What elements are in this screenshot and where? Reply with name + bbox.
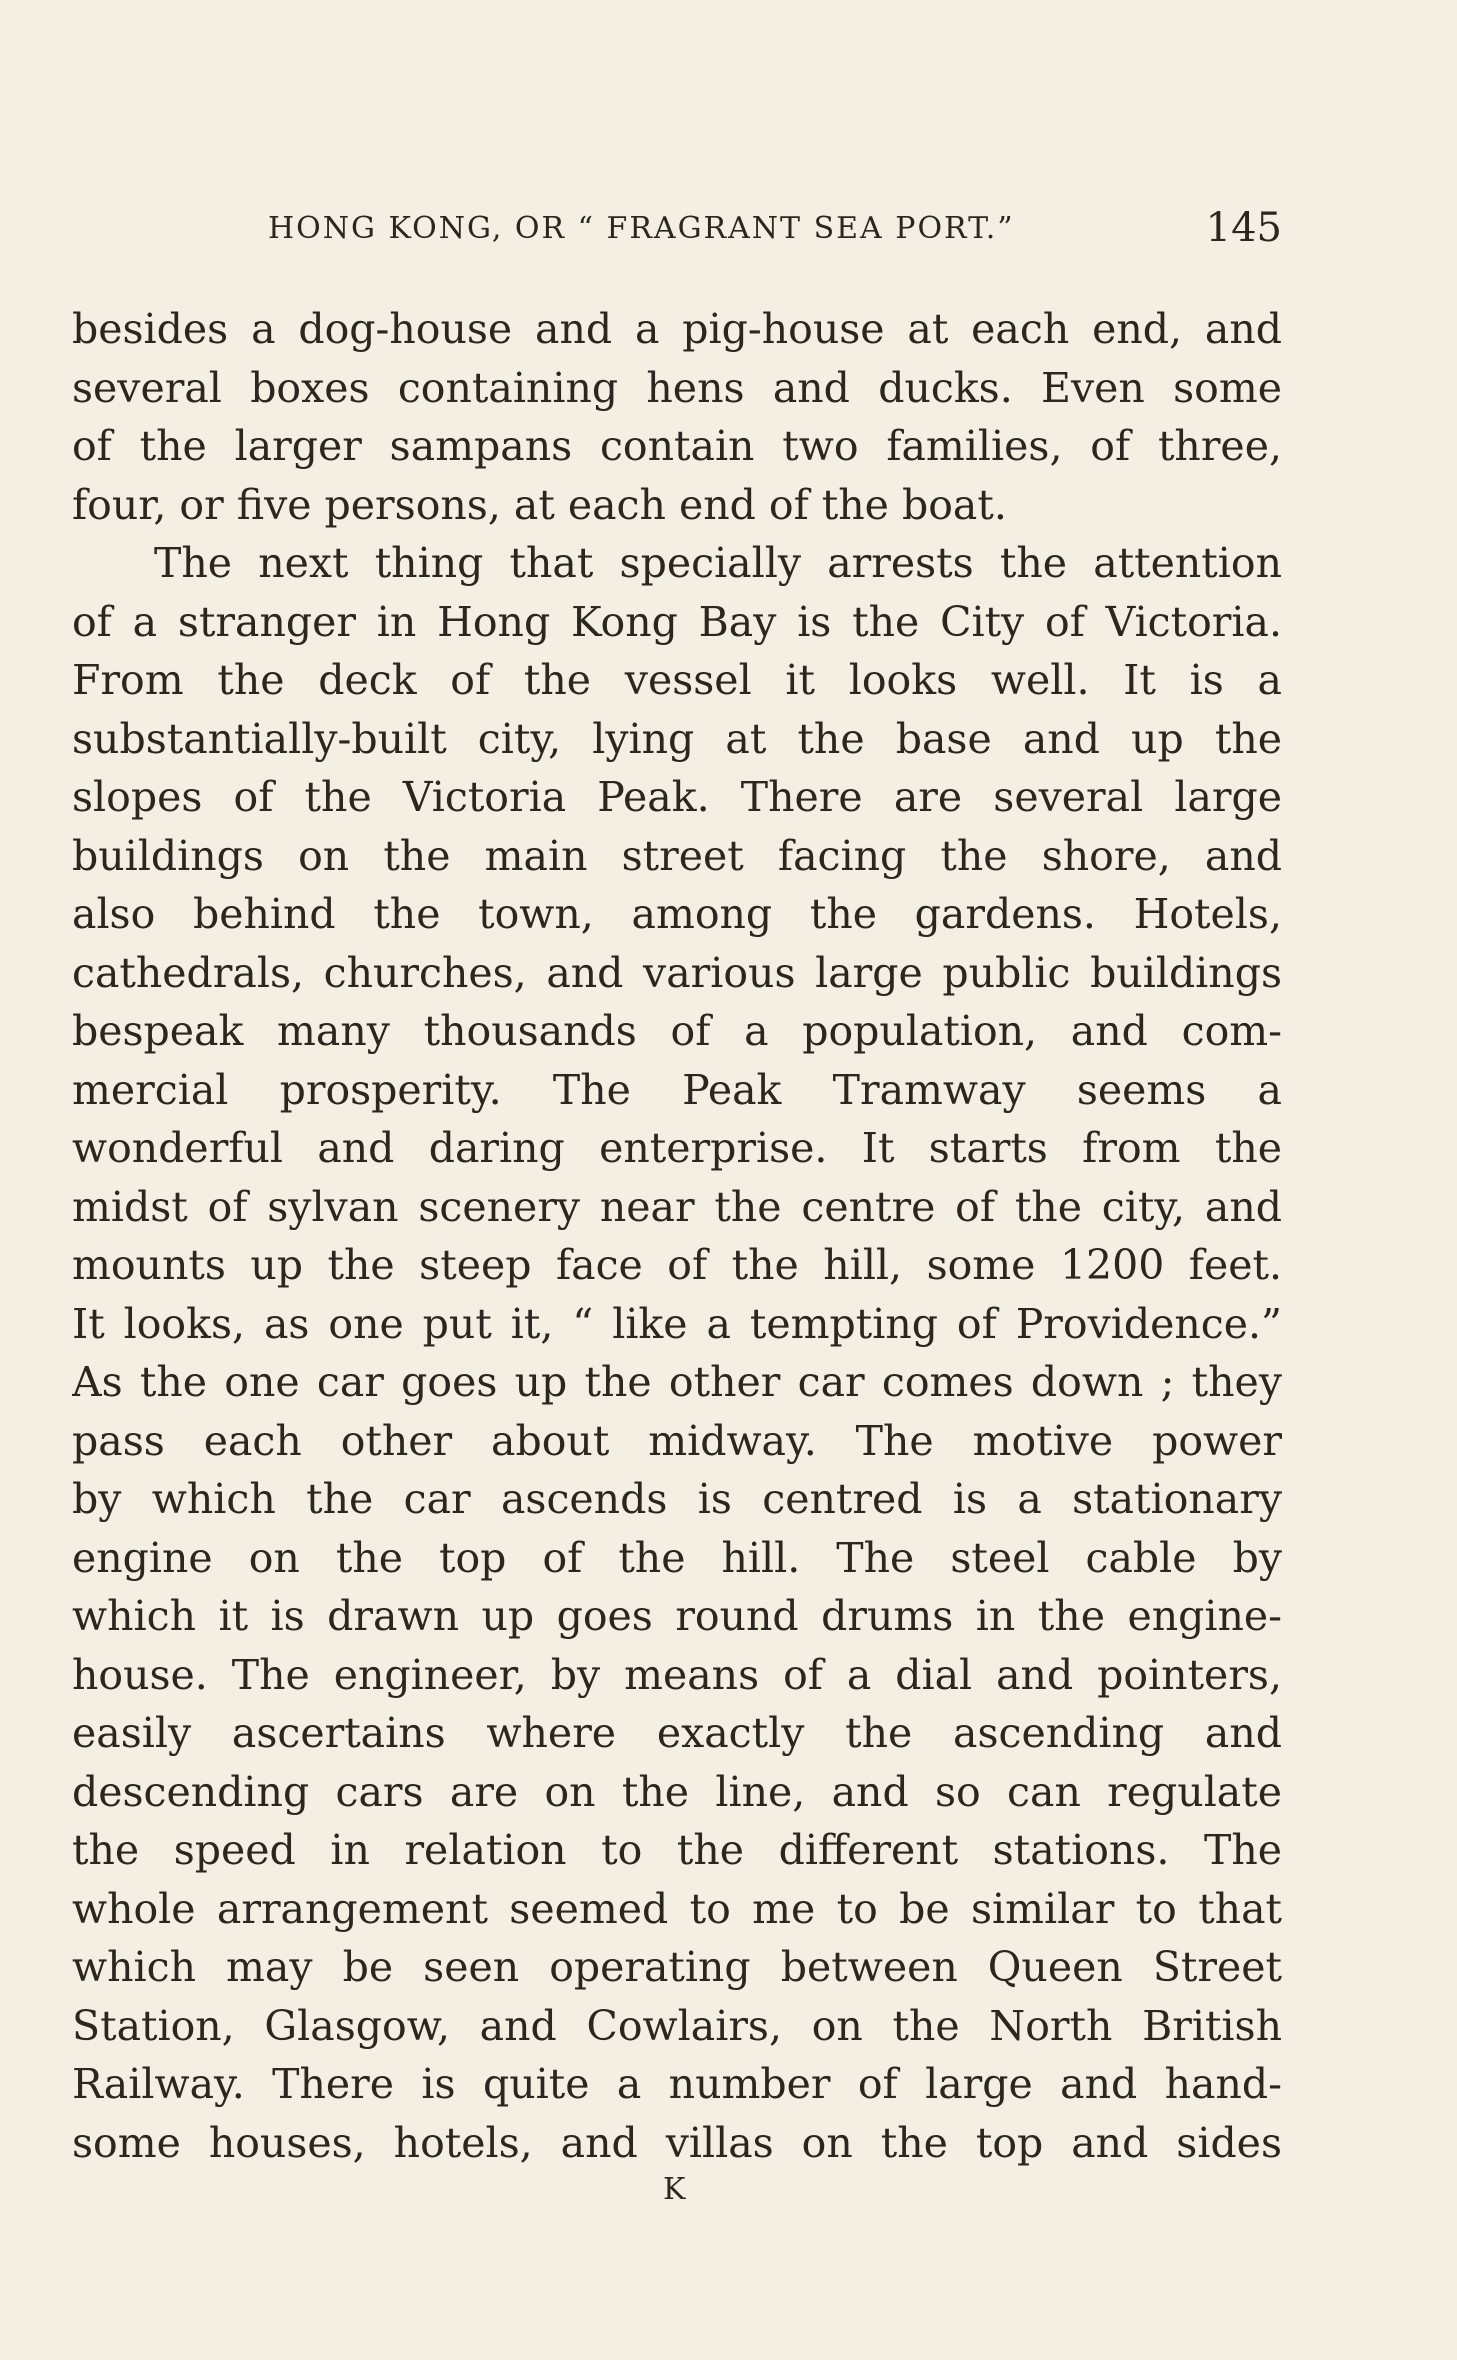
running-head: HONG KONG, OR “ FRAGRANT SEA PORT.” xyxy=(268,211,1015,246)
text-line: house. The engineer, by means of a dial and pointers, xyxy=(72,1650,1282,1699)
text-line: cathedrals, churches, and various large public buildings xyxy=(72,948,1282,997)
text-line: engine on the top of the hill. The steel cable by xyxy=(72,1533,1282,1582)
text-line: several boxes containing hens and ducks. Even some xyxy=(72,363,1282,412)
text-line: by which the car ascends is centred is a stationary xyxy=(72,1475,1282,1523)
text-line: From the deck of the vessel it looks well. It is a xyxy=(72,656,1282,704)
text-line: pass each other about midway. The motive power xyxy=(72,1416,1282,1465)
body-text xyxy=(72,300,1282,2172)
text-line: of a stranger in Hong Kong Bay is the City of Victoria. xyxy=(72,597,1282,646)
text-line: The next thing that specially arrests the attention xyxy=(154,539,1282,587)
text-line: of the larger sampans contain two families, of three, xyxy=(72,422,1282,470)
text-line: slopes of the Victoria Peak. There are several large xyxy=(72,773,1282,821)
text-line: mounts up the steep face of the hill, some 1200 feet. xyxy=(72,1241,1282,1289)
text-line: As the one car goes up the other car comes down ; they xyxy=(72,1358,1282,1406)
text-line: midst of sylvan scenery near the centre of the city, and xyxy=(72,1182,1282,1231)
text-line: wonderful and daring enterprise. It starts from the xyxy=(72,1124,1282,1172)
text-line: buildings on the main street facing the shore, and xyxy=(72,831,1282,880)
signature-mark: K xyxy=(663,2172,686,2207)
text-line: substantially-built city, lying at the base and up the xyxy=(72,714,1282,763)
text-line: mercial prosperity. The Peak Tramway seems a xyxy=(72,1065,1282,1114)
text-line: It looks, as one put it, “ like a tempting of Providence.” xyxy=(72,1299,1282,1348)
text-line: easily ascertains where exactly the ascending and xyxy=(72,1709,1282,1757)
text-line: descending cars are on the line, and so can regulate xyxy=(72,1767,1282,1816)
page-number: 145 xyxy=(1205,205,1282,251)
text-line: also behind the town, among the gardens. Hotels, xyxy=(72,890,1282,938)
text-line: the speed in relation to the different stations. The xyxy=(72,1826,1282,1874)
text-line: Station, Glasgow, and Cowlairs, on the North British xyxy=(72,2001,1282,2050)
page-header xyxy=(72,205,1282,255)
text-line: which may be seen operating between Queen Street xyxy=(72,1943,1282,1991)
text-line: besides a dog-house and a pig-house at each end, and xyxy=(72,305,1282,353)
text-line: whole arrangement seemed to me to be similar to that xyxy=(72,1884,1282,1933)
text-line: which it is drawn up goes round drums in the engine- xyxy=(72,1592,1282,1640)
text-line: Railway. There is quite a number of large and hand- xyxy=(72,2060,1282,2108)
text-line: some houses, hotels, and villas on the top and sides xyxy=(72,2118,1282,2167)
text-line: four, or five persons, at each end of the boat. xyxy=(72,480,1007,529)
text-line: bespeak many thousands of a population, and com- xyxy=(72,1007,1282,1055)
